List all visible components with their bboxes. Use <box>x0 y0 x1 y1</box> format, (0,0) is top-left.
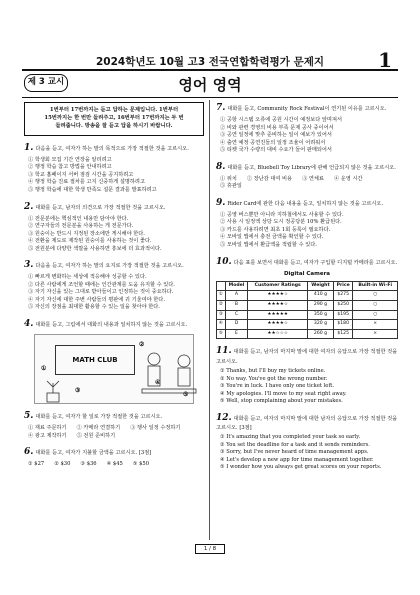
table-header: Model <box>225 281 248 291</box>
question-number: 12. <box>216 412 232 423</box>
table-cell: A <box>225 291 248 301</box>
left-column <box>24 102 204 475</box>
question-number: 3. <box>24 260 34 271</box>
row-option-marker: ① <box>217 291 226 301</box>
answer-option[interactable]: ① 재료 주문하기 <box>28 425 67 432</box>
table-cell: D <box>225 320 248 330</box>
answer-option[interactable]: ④ 광고 제작하기 <box>28 432 67 439</box>
notice-line: 1번부터 17번까지는 듣고 답하는 문제입니다. 1번부터 <box>49 107 179 113</box>
question-text: 대화를 듣고, 여자가 지불할 금액을 고르시오. [3점] <box>35 450 152 457</box>
header-rule-top <box>22 69 398 71</box>
answer-option[interactable]: ⑤ 티켓 국가 수량의 대비 수요가 들어 판매되어서 <box>220 147 332 154</box>
picture-mark: ⑤ <box>183 390 189 398</box>
answer-option[interactable]: ① It's amazing that you completed your task so early. <box>220 434 361 441</box>
question-9 <box>216 197 398 250</box>
table-row <box>217 291 398 301</box>
question-text: 대화를 듣고, 남자의 의견으로 가장 적절한 것을 고르시오. <box>35 204 166 211</box>
answer-option[interactable]: ① 빠르게 변화하는 세상에 적응해야 성공할 수 있다. <box>28 274 147 281</box>
page-number: 1 <box>378 48 392 72</box>
answer-option[interactable]: ⑤ 자신의 장점을 최대한 활용할 수 있는 일을 찾아야 한다. <box>28 304 160 311</box>
question-text: 대화를 듣고, 남자의 마지막 말에 대한 여자의 응답으로 가장 적절한 것을 고르시오. <box>216 349 398 365</box>
session-badge: 제 3 교시 <box>24 74 68 92</box>
question-7 <box>216 102 398 155</box>
table-row <box>217 310 398 320</box>
page-footer: 1 / 8 <box>195 544 225 554</box>
answer-option[interactable]: ② You set the deadline for a task and it sends reminders. <box>220 441 370 448</box>
question-text: 다음 표를 보면서 대화를 듣고, 여자가 구입할 디지털 카메라를 고르시오. <box>233 259 398 266</box>
answer-option[interactable]: ① 학생회 모집 기간 연장을 알리려고 <box>28 156 112 163</box>
answer-option[interactable]: ④ 자기 자신에 대한 주변 사람들의 평판에 귀 기울여야 한다. <box>28 296 165 303</box>
answer-option[interactable]: ② 연구자들의 전문분을 사용하는 게 전문가다. <box>28 223 134 230</box>
question-number: 6. <box>24 447 34 458</box>
answer-option[interactable]: ③ You're in luck. I have only one ticket left. <box>220 383 335 390</box>
question-6 <box>24 446 204 469</box>
question-1 <box>24 142 204 195</box>
answer-option[interactable]: ③ 학교 홈페이지 서버 점검 시간을 공지하려고 <box>28 171 134 178</box>
table-cell: ○ <box>353 291 398 301</box>
picture-mark: ① <box>41 364 47 372</box>
answer-option[interactable]: ② 카메라 연결하기 <box>76 425 121 432</box>
footer-total: 8 <box>212 546 217 552</box>
picture-mark: ④ <box>155 378 161 386</box>
table-header: Price <box>333 281 352 291</box>
answer-option[interactable]: ③ 연체료 <box>302 175 324 182</box>
answer-option[interactable]: ① Thanks, but I'll buy my tickets online. <box>220 368 326 375</box>
table-cell: ★★★★☆ <box>248 320 308 330</box>
answer-option[interactable]: ① 위치 <box>220 175 237 182</box>
question-text: 대화를 듣고, 여자가 할 일로 가장 적절한 것을 고르시오. <box>35 413 163 420</box>
table-cell: ○ <box>353 310 398 320</box>
notice-line: 들려줍니다. 방송을 잘 듣고 답을 하시기 바랍니다. <box>55 122 173 129</box>
answer-option[interactable]: ③ 행사 일정 수정하기 <box>130 425 181 432</box>
question-text: 대화를 듣고, Community Rock Festival이 연기된 이유를 고르시오. <box>227 106 387 112</box>
answer-option[interactable]: ② 행정 학습 참고 방법을 안내하려고 <box>28 164 112 171</box>
answer-option[interactable]: ⑤ 휴관일 <box>220 183 242 190</box>
answer-option[interactable]: ⑤ Well, stop complaining about your mistakes. <box>220 398 343 405</box>
answer-option[interactable]: ⑤ I wonder how you always get great scores on your reports. <box>220 464 382 471</box>
footer-page: 1 <box>203 546 208 552</box>
table-cell: B <box>225 300 248 310</box>
answer-option[interactable]: ① 공항 시스템 오류에 공원 시간이 예정보다 앞며져서 <box>220 117 342 124</box>
question-11 <box>216 345 398 405</box>
question-text: 대화를 듣고, 그림에서 대화의 내용과 일치하지 않는 것을 고르시오. <box>35 321 188 328</box>
table-cell: ★★☆☆☆ <box>248 329 308 339</box>
answer-option[interactable]: ② 비와 관련 경영의 비용 부족 문제 공사 중이어서 <box>220 124 334 131</box>
answer-option[interactable]: ④ 모바일 앱에서 충전 금액을 확인할 수 있다. <box>220 234 324 241</box>
table-cell: 410 g <box>308 291 334 301</box>
exam-title: 2024학년도 10월 고3 전국연합학력평가 문제지 <box>95 56 325 68</box>
question-text: 대화를 듣고, Bluebell Toy Library에 관해 언급되지 않은 것을 고르시오. <box>227 164 396 171</box>
subject-title: 영어 영역 <box>178 76 242 94</box>
question-number: 10. <box>216 256 232 267</box>
table-title: Digital Camera <box>283 270 331 277</box>
table-cell: $250 <box>333 300 352 310</box>
answer-option[interactable]: ④ 운영 시간 <box>333 175 363 182</box>
table-cell: $195 <box>333 310 352 320</box>
answer-option[interactable]: ④ My apologies. I'll move to my seat right away. <box>220 390 347 397</box>
answer-option[interactable]: ③ 자기 자신을 있는 그대로 받아들이고 인정하는 것이 중요하다. <box>28 289 174 296</box>
table-row <box>217 320 398 330</box>
table-cell: 260 g <box>308 329 334 339</box>
question-text: 다음을 듣고, 여자가 하는 말의 요지로 가장 적절한 것을 고르시오. <box>35 263 184 270</box>
table-header: Weight <box>308 281 334 291</box>
answer-option[interactable]: ④ $45 <box>106 461 123 468</box>
question-number: 4. <box>24 318 34 329</box>
table-cell: ○ <box>353 300 398 310</box>
question-number: 1. <box>24 142 34 153</box>
answer-option[interactable]: ① 공영 버스뿐만 아니라 지하철에서도 사용할 수 있다. <box>220 211 344 218</box>
question-10 <box>216 256 398 340</box>
question-12 <box>216 412 398 472</box>
question-number: 8. <box>216 161 226 172</box>
camera-table <box>216 281 398 340</box>
answer-option[interactable]: ① 전문분에는 핵심적인 내용만 담아야 한다. <box>28 215 129 222</box>
answer-option[interactable]: ④ 출연 예정 공연진들의 일정 조율이 어려워서 <box>220 139 326 146</box>
exam-header <box>0 0 420 100</box>
answer-option[interactable]: ③ 원숭이는 반드시 지정된 장소에만 게시해야 한다. <box>28 230 145 237</box>
answer-option[interactable]: ③ $36 <box>80 461 97 468</box>
table-row <box>217 300 398 310</box>
question-text: Rider Card에 관한 다음 내용을 듣고, 일치하지 않는 것을 고르시오. <box>227 200 384 207</box>
row-option-marker: ④ <box>217 320 226 330</box>
answer-option[interactable]: ② No way. You've got the wrong number. <box>220 375 328 382</box>
question-number: 9. <box>216 197 226 208</box>
row-option-marker: ② <box>217 300 226 310</box>
question-number: 11. <box>216 346 232 357</box>
answer-option[interactable]: ③ 카드를 사용하려면 최초 1회 등록이 필요하다. <box>220 226 331 233</box>
question-2 <box>24 201 204 254</box>
table-cell: × <box>353 320 398 330</box>
header-rule-bottom <box>22 97 398 98</box>
listening-notice <box>24 102 204 136</box>
table-header: Customer Ratings <box>248 281 308 291</box>
answer-option[interactable]: ② 다른 사람에게 조언할 때에는 인간관계를 도움 유지할 수 있다. <box>28 281 175 288</box>
answer-option[interactable]: ② 장난감 대여 비용 <box>246 175 293 182</box>
question-5 <box>24 410 204 440</box>
row-option-marker: ⑤ <box>217 329 226 339</box>
answer-option[interactable]: ② 사용 시 일정액 상당 도시 정공당분 10% 환급된다. <box>220 219 342 226</box>
question-4 <box>24 318 204 404</box>
question-number: 5. <box>24 410 34 421</box>
answer-option[interactable]: ④ 행정 학습 진료 절차를 고지 신중하게 설명하려고 <box>28 179 145 186</box>
math-club-board: MATH CLUB <box>55 345 135 375</box>
table-cell: C <box>225 310 248 320</box>
table-cell: ★★★★☆ <box>248 300 308 310</box>
question-4-picture <box>34 334 194 404</box>
table-cell: $125 <box>333 329 352 339</box>
table-body <box>217 291 398 339</box>
question-3 <box>24 259 204 312</box>
table-cell: 320 g <box>308 320 334 330</box>
answer-option[interactable]: ⑤ 전원분에 다양한 색깔을 사용하면 흥보에 더 효과적이다. <box>28 245 162 252</box>
answer-option[interactable]: ① $27 <box>28 461 45 468</box>
table-header: Built-in Wi-Fi <box>353 281 398 291</box>
column-divider <box>209 100 210 540</box>
table-header-spacer <box>217 281 226 291</box>
question-text: 대화를 듣고, 여자의 마지막 말에 대한 남자의 응답으로 가장 적절한 것을 고르시오. [3점] <box>216 415 398 431</box>
answer-option[interactable]: ③ 공연 일정에 맞추 준비하는 일이 예보가 있어서 <box>220 132 332 139</box>
table-cell: $180 <box>333 320 352 330</box>
answer-option[interactable]: ④ 전환을 제도로 제작된 원숭이를 사용하는 것이 좋다. <box>28 238 152 245</box>
table-cell: ★★★★☆ <box>248 291 308 301</box>
question-number: 2. <box>24 201 34 212</box>
answer-option[interactable]: ⑤ $50 <box>132 461 150 468</box>
right-column <box>216 102 398 478</box>
answer-option[interactable]: ③ Sorry, but I've never heard of time management apps. <box>220 449 369 456</box>
answer-option[interactable]: ⑤ 모바일 앱에서 환급액을 적립할 수 있다. <box>220 241 317 248</box>
notice-line: 15번까지는 한 번만 들려주고, 16번부터 17번까지는 두 번 <box>44 114 184 121</box>
people-illustration <box>140 349 200 401</box>
row-option-marker: ③ <box>217 310 226 320</box>
picture-mark: ③ <box>75 386 81 394</box>
table-cell: $275 <box>333 291 352 301</box>
answer-option[interactable]: ⑤ 전원 준비하기 <box>76 432 116 439</box>
table-cell: ★★★★★ <box>248 310 308 320</box>
table-row <box>217 329 398 339</box>
table-cell: × <box>353 329 398 339</box>
table-cell: 290 g <box>308 300 334 310</box>
question-text: 다음을 듣고, 여자가 하는 말의 목적으로 가장 적절한 것을 고르시오. <box>35 145 189 152</box>
table-cell: E <box>225 329 248 339</box>
answer-option[interactable]: ② $30 <box>54 461 71 468</box>
answer-option[interactable]: ⑤ 행정 학습에 대한 학생 만족도 설문 결과를 발표하려고 <box>28 186 157 193</box>
picture-mark: ② <box>139 340 145 348</box>
question-number: 7. <box>216 103 226 113</box>
plant-illustration <box>41 377 65 403</box>
table-cell: 350 g <box>308 310 334 320</box>
answer-option[interactable]: ④ Let's develop a new app for time management together. <box>220 456 374 463</box>
question-8 <box>216 161 398 191</box>
